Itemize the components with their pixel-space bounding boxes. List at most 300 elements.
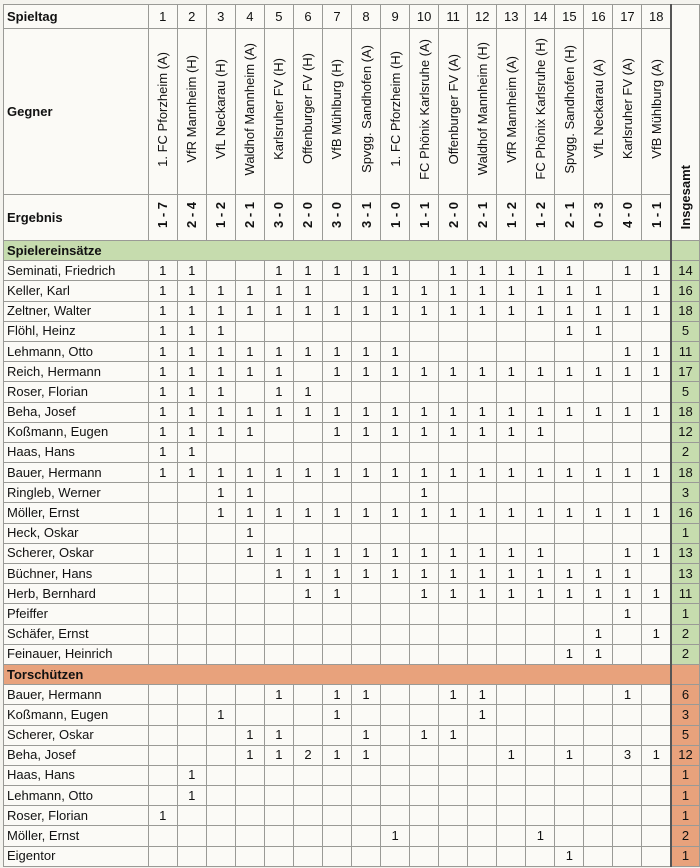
match-cell bbox=[352, 483, 381, 503]
appearance-row bbox=[4, 382, 700, 402]
match-cell bbox=[584, 341, 613, 361]
match-cell bbox=[206, 624, 235, 644]
match-cell bbox=[293, 523, 322, 543]
match-cell bbox=[439, 826, 468, 846]
match-cell bbox=[235, 826, 264, 846]
match-cell: 1 bbox=[235, 725, 264, 745]
matchday-number: 18 bbox=[642, 5, 671, 29]
match-cell bbox=[613, 442, 642, 462]
match-cell: 1 bbox=[293, 281, 322, 301]
match-result: 1 - 2 bbox=[532, 201, 548, 228]
match-cell: 1 bbox=[352, 402, 381, 422]
match-cell: 1 bbox=[410, 281, 439, 301]
match-cell bbox=[381, 483, 410, 503]
match-cell bbox=[322, 765, 351, 785]
match-cell bbox=[613, 826, 642, 846]
match-cell bbox=[293, 483, 322, 503]
player-name: Bauer, Hermann bbox=[4, 685, 149, 705]
match-result: 3 - 1 bbox=[358, 201, 374, 228]
match-cell bbox=[381, 624, 410, 644]
match-cell: 1 bbox=[381, 503, 410, 523]
opponent-cell bbox=[584, 29, 613, 195]
match-cell bbox=[584, 765, 613, 785]
match-cell: 1 bbox=[322, 745, 351, 765]
match-cell bbox=[642, 422, 671, 442]
match-cell bbox=[322, 321, 351, 341]
match-cell bbox=[206, 806, 235, 826]
match-cell bbox=[264, 442, 293, 462]
match-cell bbox=[555, 806, 584, 826]
match-cell: 1 bbox=[526, 281, 555, 301]
match-cell: 1 bbox=[497, 584, 526, 604]
match-cell bbox=[410, 685, 439, 705]
player-name: Möller, Ernst bbox=[4, 826, 149, 846]
match-cell bbox=[322, 523, 351, 543]
row-total: 5 bbox=[671, 321, 699, 341]
appearance-row bbox=[4, 442, 700, 462]
opponent-name: Spvgg. Sandhofen (A) bbox=[358, 45, 374, 173]
match-cell bbox=[439, 806, 468, 826]
match-cell bbox=[642, 604, 671, 624]
match-cell bbox=[410, 604, 439, 624]
match-cell: 1 bbox=[613, 362, 642, 382]
match-cell: 1 bbox=[439, 584, 468, 604]
match-cell: 1 bbox=[235, 301, 264, 321]
matchday-number: 6 bbox=[293, 5, 322, 29]
matchday-number: 2 bbox=[177, 5, 206, 29]
match-cell bbox=[468, 725, 497, 745]
match-cell bbox=[381, 806, 410, 826]
scorer-row bbox=[4, 725, 700, 745]
match-cell: 1 bbox=[497, 301, 526, 321]
match-cell bbox=[584, 442, 613, 462]
matchday-number: 15 bbox=[555, 5, 584, 29]
player-name: Feinauer, Heinrich bbox=[4, 644, 149, 664]
match-cell bbox=[322, 442, 351, 462]
match-cell bbox=[584, 725, 613, 745]
match-cell bbox=[381, 604, 410, 624]
match-cell: 1 bbox=[235, 503, 264, 523]
match-cell: 1 bbox=[555, 362, 584, 382]
match-cell: 1 bbox=[381, 463, 410, 483]
match-cell bbox=[235, 624, 264, 644]
result-cell bbox=[410, 195, 439, 241]
match-cell: 1 bbox=[206, 281, 235, 301]
match-cell: 1 bbox=[235, 463, 264, 483]
match-cell bbox=[148, 543, 177, 563]
match-cell: 1 bbox=[497, 543, 526, 563]
match-cell bbox=[148, 685, 177, 705]
match-cell bbox=[642, 725, 671, 745]
match-cell: 1 bbox=[148, 341, 177, 361]
match-cell bbox=[613, 281, 642, 301]
match-cell bbox=[497, 786, 526, 806]
row-total: 5 bbox=[671, 725, 699, 745]
match-result: 1 - 2 bbox=[213, 201, 229, 228]
match-cell: 1 bbox=[293, 402, 322, 422]
match-cell: 1 bbox=[526, 261, 555, 281]
result-cell bbox=[322, 195, 351, 241]
match-cell bbox=[410, 786, 439, 806]
match-cell bbox=[235, 442, 264, 462]
match-cell bbox=[468, 442, 497, 462]
match-cell: 1 bbox=[613, 604, 642, 624]
player-name: Scherer, Oskar bbox=[4, 543, 149, 563]
match-cell bbox=[497, 321, 526, 341]
match-cell bbox=[235, 382, 264, 402]
match-cell bbox=[206, 644, 235, 664]
match-cell bbox=[206, 564, 235, 584]
match-cell bbox=[177, 624, 206, 644]
match-cell: 1 bbox=[352, 685, 381, 705]
opponent-cell bbox=[235, 29, 264, 195]
match-cell bbox=[642, 483, 671, 503]
match-cell bbox=[613, 725, 642, 745]
match-cell: 1 bbox=[264, 463, 293, 483]
match-cell: 1 bbox=[555, 584, 584, 604]
match-cell bbox=[177, 806, 206, 826]
result-cell bbox=[439, 195, 468, 241]
matchday-number: 16 bbox=[584, 5, 613, 29]
row-total: 1 bbox=[671, 604, 699, 624]
player-name: Roser, Florian bbox=[4, 382, 149, 402]
match-cell: 1 bbox=[293, 564, 322, 584]
result-cell bbox=[235, 195, 264, 241]
match-cell: 1 bbox=[613, 503, 642, 523]
match-cell bbox=[206, 826, 235, 846]
row-total: 13 bbox=[671, 564, 699, 584]
match-result: 0 - 3 bbox=[590, 201, 606, 228]
match-cell bbox=[526, 846, 555, 866]
match-cell: 1 bbox=[322, 543, 351, 563]
match-cell: 1 bbox=[410, 463, 439, 483]
result-cell bbox=[293, 195, 322, 241]
scorer-row bbox=[4, 786, 700, 806]
match-cell: 1 bbox=[381, 301, 410, 321]
match-cell bbox=[584, 745, 613, 765]
match-cell bbox=[642, 846, 671, 866]
match-cell: 1 bbox=[206, 341, 235, 361]
opponent-name: Offenburger FV (A) bbox=[445, 53, 461, 165]
match-cell: 1 bbox=[293, 503, 322, 523]
match-cell: 1 bbox=[322, 584, 351, 604]
match-cell bbox=[352, 604, 381, 624]
match-cell bbox=[468, 786, 497, 806]
appearance-row bbox=[4, 543, 700, 563]
match-cell: 1 bbox=[613, 543, 642, 563]
match-cell: 1 bbox=[293, 341, 322, 361]
scorer-row bbox=[4, 846, 700, 866]
player-name: Heck, Oskar bbox=[4, 523, 149, 543]
appearance-row bbox=[4, 523, 700, 543]
match-result: 1 - 2 bbox=[503, 201, 519, 228]
match-cell bbox=[526, 765, 555, 785]
opponent-cell bbox=[439, 29, 468, 195]
match-cell bbox=[497, 382, 526, 402]
match-cell bbox=[264, 483, 293, 503]
match-cell bbox=[264, 705, 293, 725]
match-cell bbox=[177, 826, 206, 846]
result-label: Ergebnis bbox=[4, 195, 149, 241]
match-cell bbox=[293, 321, 322, 341]
match-cell bbox=[381, 321, 410, 341]
match-cell: 1 bbox=[352, 362, 381, 382]
opponent-cell bbox=[293, 29, 322, 195]
opponent-cell bbox=[642, 29, 671, 195]
match-cell bbox=[613, 624, 642, 644]
match-cell bbox=[555, 786, 584, 806]
match-cell bbox=[293, 765, 322, 785]
player-name: Haas, Hans bbox=[4, 442, 149, 462]
opponent-name: Waldhof Mannheim (H) bbox=[474, 42, 490, 176]
match-cell bbox=[497, 806, 526, 826]
match-cell bbox=[584, 483, 613, 503]
match-cell bbox=[322, 806, 351, 826]
opponent-cell bbox=[148, 29, 177, 195]
match-cell bbox=[235, 846, 264, 866]
match-cell bbox=[293, 685, 322, 705]
row-total: 18 bbox=[671, 463, 699, 483]
match-cell bbox=[410, 644, 439, 664]
match-cell: 1 bbox=[439, 402, 468, 422]
opponent-cell bbox=[352, 29, 381, 195]
match-cell bbox=[352, 624, 381, 644]
match-cell: 2 bbox=[293, 745, 322, 765]
match-cell: 1 bbox=[235, 543, 264, 563]
match-cell: 1 bbox=[235, 362, 264, 382]
match-cell: 1 bbox=[613, 402, 642, 422]
match-cell: 1 bbox=[148, 806, 177, 826]
match-cell bbox=[206, 786, 235, 806]
match-cell bbox=[177, 543, 206, 563]
match-cell bbox=[642, 382, 671, 402]
match-cell: 1 bbox=[352, 422, 381, 442]
match-cell bbox=[148, 826, 177, 846]
match-cell bbox=[264, 644, 293, 664]
row-total: 1 bbox=[671, 806, 699, 826]
match-cell bbox=[235, 644, 264, 664]
match-cell: 1 bbox=[468, 402, 497, 422]
scorer-row bbox=[4, 826, 700, 846]
match-cell: 1 bbox=[468, 705, 497, 725]
match-cell bbox=[322, 604, 351, 624]
match-cell bbox=[468, 846, 497, 866]
match-cell bbox=[613, 786, 642, 806]
match-cell: 1 bbox=[410, 543, 439, 563]
match-cell: 1 bbox=[206, 463, 235, 483]
match-cell bbox=[555, 341, 584, 361]
match-cell bbox=[235, 584, 264, 604]
match-cell bbox=[555, 624, 584, 644]
match-cell bbox=[410, 382, 439, 402]
match-cell bbox=[468, 523, 497, 543]
match-cell: 1 bbox=[584, 301, 613, 321]
match-cell: 1 bbox=[642, 543, 671, 563]
match-cell bbox=[381, 382, 410, 402]
match-cell bbox=[526, 786, 555, 806]
match-cell: 1 bbox=[381, 543, 410, 563]
match-cell bbox=[497, 826, 526, 846]
match-cell bbox=[177, 705, 206, 725]
match-result: 3 - 0 bbox=[329, 201, 345, 228]
match-cell bbox=[526, 341, 555, 361]
row-total: 2 bbox=[671, 442, 699, 462]
result-cell bbox=[642, 195, 671, 241]
match-cell: 1 bbox=[293, 584, 322, 604]
match-cell bbox=[497, 624, 526, 644]
row-total: 16 bbox=[671, 503, 699, 523]
player-name: Pfeiffer bbox=[4, 604, 149, 624]
match-cell bbox=[322, 786, 351, 806]
row-total: 11 bbox=[671, 584, 699, 604]
match-cell bbox=[410, 765, 439, 785]
match-cell bbox=[235, 765, 264, 785]
appearance-row bbox=[4, 503, 700, 523]
match-cell: 1 bbox=[148, 362, 177, 382]
match-cell bbox=[293, 624, 322, 644]
scorer-row bbox=[4, 705, 700, 725]
opponent-name: Karlsruher FV (A) bbox=[619, 58, 635, 160]
match-cell bbox=[148, 483, 177, 503]
match-cell: 1 bbox=[381, 281, 410, 301]
match-cell bbox=[206, 604, 235, 624]
match-cell: 1 bbox=[555, 402, 584, 422]
appearance-row bbox=[4, 644, 700, 664]
opponent-name: FC Phönix Karlsruhe (H) bbox=[532, 38, 548, 180]
row-total: 18 bbox=[671, 402, 699, 422]
row-total: 12 bbox=[671, 422, 699, 442]
matchday-label: Spieltag bbox=[4, 5, 149, 29]
match-cell: 1 bbox=[439, 422, 468, 442]
match-cell bbox=[235, 321, 264, 341]
match-cell: 1 bbox=[497, 402, 526, 422]
player-name: Seminati, Friedrich bbox=[4, 261, 149, 281]
opponent-name: Karlsruher FV (H) bbox=[271, 58, 287, 160]
match-cell: 1 bbox=[468, 281, 497, 301]
player-name: Herb, Bernhard bbox=[4, 584, 149, 604]
match-cell: 1 bbox=[642, 402, 671, 422]
row-total: 11 bbox=[671, 341, 699, 361]
match-cell bbox=[555, 725, 584, 745]
match-cell bbox=[468, 806, 497, 826]
match-cell bbox=[206, 685, 235, 705]
match-cell bbox=[235, 604, 264, 624]
match-cell bbox=[526, 745, 555, 765]
match-cell: 1 bbox=[177, 301, 206, 321]
match-result: 2 - 4 bbox=[184, 201, 200, 228]
match-cell: 1 bbox=[322, 301, 351, 321]
match-cell bbox=[177, 725, 206, 745]
match-cell: 1 bbox=[322, 402, 351, 422]
match-cell: 1 bbox=[642, 503, 671, 523]
opponent-name: VfL Neckarau (A) bbox=[590, 59, 606, 159]
match-cell: 1 bbox=[497, 261, 526, 281]
match-cell: 1 bbox=[148, 261, 177, 281]
match-cell bbox=[177, 483, 206, 503]
opponent-label: Gegner bbox=[4, 29, 149, 195]
player-name: Koßmann, Eugen bbox=[4, 422, 149, 442]
match-cell bbox=[642, 705, 671, 725]
opponent-name: VfB Mühlburg (A) bbox=[648, 59, 664, 159]
match-cell bbox=[264, 624, 293, 644]
match-cell: 1 bbox=[526, 543, 555, 563]
match-cell bbox=[642, 786, 671, 806]
match-cell bbox=[497, 483, 526, 503]
match-cell bbox=[381, 725, 410, 745]
match-cell: 1 bbox=[322, 705, 351, 725]
match-cell: 1 bbox=[177, 463, 206, 483]
match-cell bbox=[439, 442, 468, 462]
match-cell bbox=[613, 382, 642, 402]
match-cell bbox=[206, 725, 235, 745]
opponent-name: VfB Mühlburg (H) bbox=[329, 58, 345, 160]
match-cell: 1 bbox=[177, 442, 206, 462]
match-cell bbox=[352, 806, 381, 826]
match-cell bbox=[381, 685, 410, 705]
match-cell bbox=[497, 644, 526, 664]
match-cell: 1 bbox=[526, 503, 555, 523]
match-cell: 1 bbox=[264, 725, 293, 745]
match-cell bbox=[555, 523, 584, 543]
match-cell: 3 bbox=[613, 745, 642, 765]
match-cell bbox=[177, 523, 206, 543]
match-cell bbox=[642, 806, 671, 826]
match-cell: 1 bbox=[555, 281, 584, 301]
appearance-row bbox=[4, 301, 700, 321]
match-cell bbox=[148, 725, 177, 745]
match-cell bbox=[439, 765, 468, 785]
match-cell bbox=[584, 846, 613, 866]
match-cell: 1 bbox=[148, 301, 177, 321]
match-cell: 1 bbox=[410, 564, 439, 584]
match-cell: 1 bbox=[439, 564, 468, 584]
match-cell: 1 bbox=[584, 564, 613, 584]
match-cell: 1 bbox=[642, 745, 671, 765]
opponent-cell bbox=[497, 29, 526, 195]
match-cell bbox=[177, 644, 206, 664]
opponent-name: Waldhof Mannheim (A) bbox=[242, 42, 258, 176]
match-cell: 1 bbox=[264, 341, 293, 361]
match-cell: 1 bbox=[439, 261, 468, 281]
match-cell bbox=[206, 745, 235, 765]
match-cell: 1 bbox=[555, 564, 584, 584]
match-result: 1 - 1 bbox=[416, 201, 432, 228]
match-cell bbox=[497, 846, 526, 866]
match-cell bbox=[642, 644, 671, 664]
match-cell bbox=[410, 321, 439, 341]
match-cell: 1 bbox=[613, 463, 642, 483]
match-cell bbox=[439, 604, 468, 624]
match-cell: 1 bbox=[352, 341, 381, 361]
match-cell bbox=[439, 321, 468, 341]
match-cell: 1 bbox=[264, 543, 293, 563]
match-result: 2 - 0 bbox=[300, 201, 316, 228]
row-total: 12 bbox=[671, 745, 699, 765]
row-total: 1 bbox=[671, 846, 699, 866]
match-cell: 1 bbox=[148, 382, 177, 402]
match-cell: 1 bbox=[177, 281, 206, 301]
match-cell: 1 bbox=[381, 422, 410, 442]
match-cell: 1 bbox=[235, 281, 264, 301]
appearance-row bbox=[4, 281, 700, 301]
match-cell bbox=[613, 765, 642, 785]
opponent-cell bbox=[613, 29, 642, 195]
match-cell bbox=[148, 584, 177, 604]
section-appearances-label: Spielereinsätze bbox=[4, 241, 672, 261]
match-cell: 1 bbox=[584, 584, 613, 604]
match-cell: 1 bbox=[642, 281, 671, 301]
match-cell bbox=[468, 321, 497, 341]
